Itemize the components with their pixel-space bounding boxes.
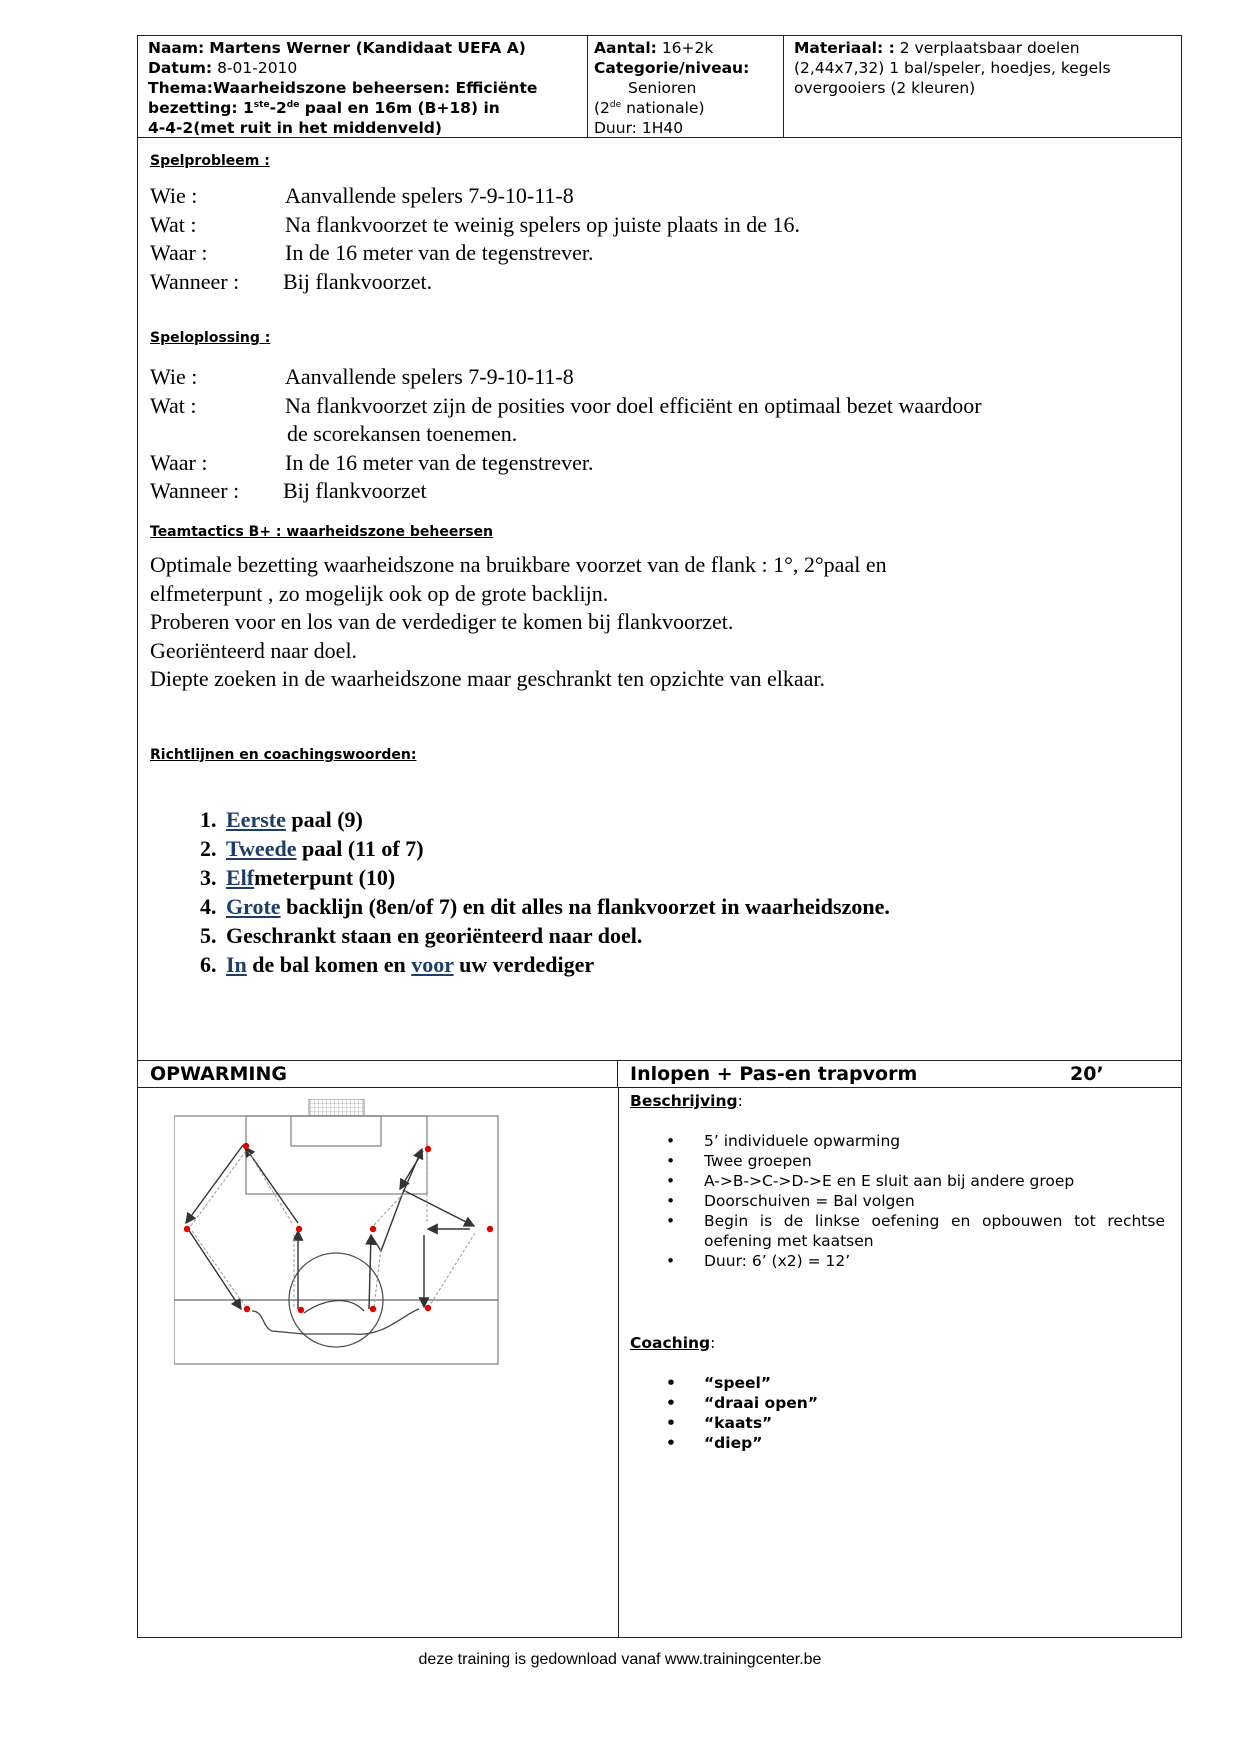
duur-value: Duur: 1H40 [594,119,684,137]
header-info-cell [138,36,588,137]
list-item: • “draai open” [704,1393,1165,1413]
materiaal-line3: overgooiers (2 kleuren) [794,79,976,97]
speloplossing-row: Wat : Na flankvoorzet zijn de posities voor doel efficiënt en optimaal bezet waardoor [150,392,982,418]
exercise-diagram [174,1099,509,1414]
spelprobleem-row: Wanneer : Bij flankvoorzet. [150,268,433,294]
list-item: 6. In de bal komen en voor uw verdediger [222,950,890,979]
spelprobleem-row: Wie : Aanvallende spelers 7-9-10-11-8 [150,183,574,208]
goal-net-icon [309,1099,364,1116]
aantal-label: Aantal: [594,39,657,57]
datum-label: Datum: [148,59,213,77]
list-item: • Twee groepen [704,1151,1165,1171]
naam-label: Naam: [148,39,205,57]
richtlijnen-list [184,805,890,979]
header-table [137,35,1182,138]
list-item: • “speel” [704,1373,1165,1393]
spelprobleem-list [150,182,800,296]
player-marker [370,1226,376,1232]
player-marker [244,1306,250,1312]
spelprobleem-row: Waar : In de 16 meter van de tegenstrever. [150,240,594,265]
list-item: 2. Tweede paal (11 of 7) [222,834,890,863]
categorie-value: Senioren [628,79,697,97]
opwarming-table [137,1060,1182,1638]
player-marker [243,1143,249,1149]
footer-text: deze training is gedownload vanaf www.trainingcenter.be [418,1651,822,1668]
list-item: • Doorschuiven = Bal volgen [704,1191,1165,1211]
speloplossing-row: Waar : In de 16 meter van de tegenstrever. [150,449,594,475]
list-item: • “diep” [704,1433,1165,1453]
coaching-list [630,1373,1165,1453]
player-marker [425,1146,431,1152]
list-item: • 5’ individuele opwarming [704,1131,1165,1151]
player-marker [296,1226,302,1232]
pitch-outline [174,1116,498,1364]
list-item: 3. Elfmeterpunt (10) [222,863,890,892]
player-markers [184,1143,493,1313]
niveau-value: (2de nationale) [594,99,705,117]
header-materiaal-cell [784,36,1181,137]
teamtactics-title: Teamtactics B+ : waarheidszone beheersen [150,524,494,540]
list-item: 1. Eerste paal (9) [222,805,890,834]
speloplossing-title: Speloplossing : [150,330,271,346]
spelprobleem-title: Spelprobleem : [150,153,270,169]
player-marker [184,1226,190,1232]
materiaal-label: Materiaal: : [794,39,895,57]
richtlijnen-title: Richtlijnen en coachingswoorden: [150,747,417,763]
list-item: 4. Grote backlijn (8en/of 7) en dit alles na flankvoorzet in waarheidszone. [222,892,890,921]
materiaal-line2: (2,44x7,32) 1 bal/speler, hoedjes, kegels [794,59,1111,77]
speloplossing-row: Wie : Aanvallende spelers 7-9-10-11-8 [150,364,574,389]
thema-text: Thema:Waarheidszone beheersen: Efficiënte bezetting: 1ste-2de paal en 16m (B+18) in 4-4-2(met ruit in het middenveld) [148,79,538,137]
list-item: • A->B->C->D->E en E sluit aan bij andere groep [704,1171,1165,1191]
column-divider [618,1087,619,1637]
player-marker [370,1306,376,1312]
aantal-value: 16+2k [661,39,714,57]
list-item: • Duur: 6’ (x2) = 12’ [704,1251,1165,1271]
main-body [137,137,1182,1060]
list-item: • Begin is de linkse oefening en opbouwen tot rechtse oefening met kaatsen [704,1211,1165,1251]
opwarming-subtitle: Inlopen + Pas-en trapvorm [630,1063,918,1085]
opwarming-duration: 20’ [1070,1063,1104,1085]
player-marker [425,1305,431,1311]
speloplossing-row: de scorekansen toenemen. [287,421,518,446]
list-item: 5. Geschrankt staan en georiënteerd naar doel. [222,921,890,950]
opwarming-description [630,1091,1165,1453]
beschrijving-list [630,1131,1165,1271]
datum-value: 8-01-2010 [217,59,298,77]
player-marker [298,1307,304,1313]
beschrijving-heading: Beschrijving: [630,1092,743,1110]
run-lines [190,1149,475,1307]
spelprobleem-row: Wat : Na flankvoorzet te weinig spelers op juiste plaats in de 16. [150,211,801,237]
opwarming-header-row [138,1061,1181,1088]
pitch-lines [174,1116,498,1364]
goal-area [291,1116,381,1146]
opwarming-title: OPWARMING [138,1061,618,1087]
teamtactics-text: Optimale bezetting waarheidszone na bruikbare voorzet van de flank : 1°, 2°paal en elfmeterpunt , zo mogelijk ook op de grote backlijn. Proberen voor en los van de verdediger te komen bij flankvoorzet. Georiënteerd naar doel. Diepte zoeken in de waarheidszone maar geschrankt ten opzichte van elkaar. [150,552,887,691]
header-group-cell [588,36,784,137]
speloplossing-row: Wanneer : Bij flankvoorzet [150,478,427,503]
player-marker [487,1226,493,1232]
naam-value: Martens Werner (Kandidaat UEFA A) [209,39,526,57]
penalty-box [246,1116,427,1194]
categorie-label: Categorie/niveau: [594,59,750,77]
list-item: • “kaats” [704,1413,1165,1433]
dribble-path [252,1309,419,1334]
materiaal-line1: 2 verplaatsbaar doelen [899,39,1080,57]
dribble-arc [304,1301,364,1313]
speloplossing-list [150,363,982,506]
coaching-heading: Coaching: [630,1334,716,1352]
